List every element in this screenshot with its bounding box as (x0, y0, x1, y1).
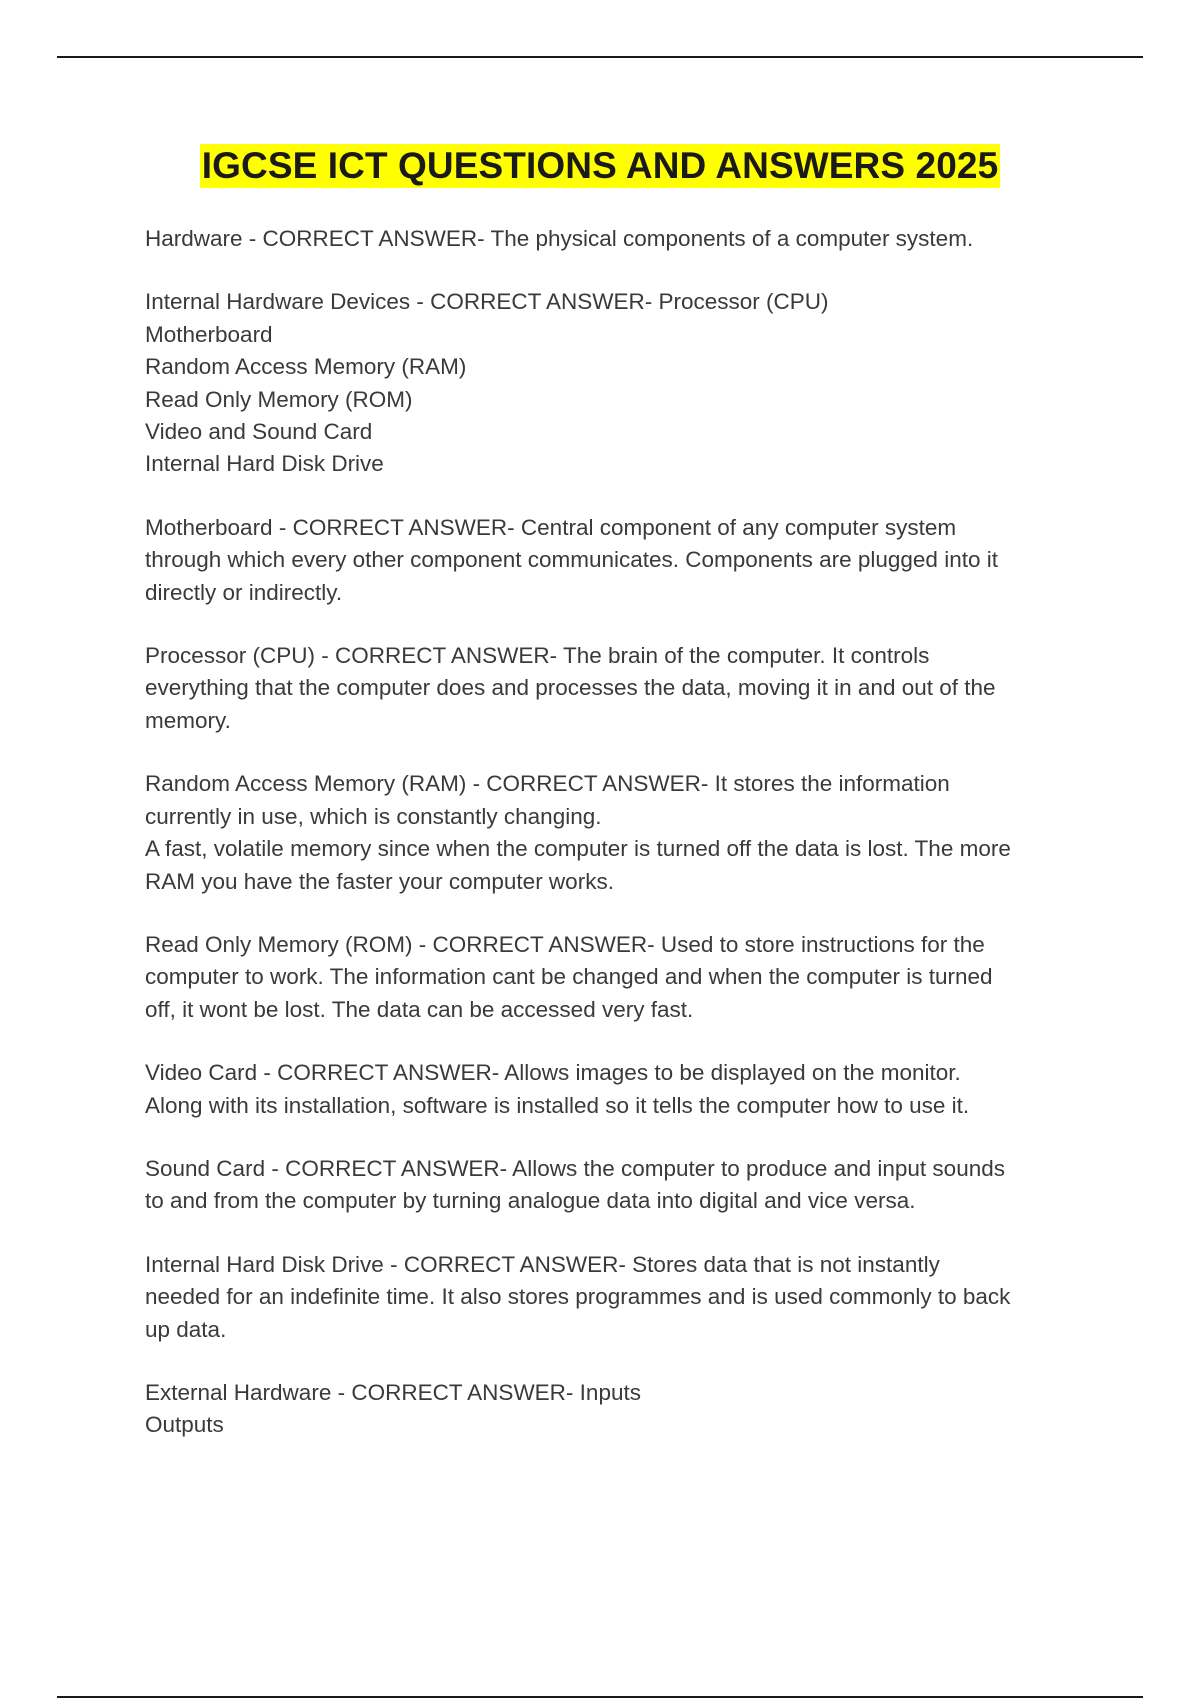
qa-entry-line: A fast, volatile memory since when the computer is turned off the data is lost. The more (145, 836, 1011, 862)
qa-entry (145, 1377, 1085, 1442)
qa-entry (145, 1249, 1085, 1346)
qa-entry (145, 286, 1085, 480)
qa-entry (145, 1057, 1085, 1122)
qa-entry-line: Video Card - CORRECT ANSWER- Allows images to be displayed on the monitor. (145, 1060, 961, 1086)
qa-entry-line: Along with its installation, software is installed so it tells the computer how to use it. (145, 1092, 970, 1118)
qa-entry-line: Internal Hardware Devices - CORRECT ANSWER- Processor (CPU) (145, 289, 829, 315)
qa-entry-line: Video and Sound Card (145, 419, 373, 445)
qa-entry-line: Processor (CPU) - CORRECT ANSWER- The brain of the computer. It controls (145, 643, 930, 669)
qa-entry-line: computer to work. The information cant be changed and when the computer is turned (145, 964, 993, 990)
qa-entry-line: everything that the computer does and processes the data, moving it in and out of the (145, 675, 996, 701)
qa-entry (145, 1153, 1085, 1218)
qa-entry-line: Read Only Memory (ROM) - CORRECT ANSWER- Used to store instructions for the (145, 931, 985, 957)
qa-entry-line: through which every other component communicates. Components are plugged into it (145, 547, 998, 573)
document-title: IGCSE ICT QUESTIONS AND ANSWERS 2025 (201, 145, 999, 186)
qa-entry-line: currently in use, which is constantly changing. (145, 803, 602, 829)
qa-entry-line: Read Only Memory (ROM) (145, 386, 413, 412)
qa-entry-line: Random Access Memory (RAM) - CORRECT ANSWER- It stores the information (145, 771, 950, 797)
qa-entry-line: directly or indirectly. (145, 579, 343, 605)
qa-entry (145, 640, 1085, 737)
qa-entry (145, 512, 1085, 609)
qa-entry (145, 768, 1085, 898)
qa-entry-line: up data. (145, 1316, 227, 1342)
qa-entry-line: Random Access Memory (RAM) (145, 354, 467, 380)
qa-entry-line: memory. (145, 707, 231, 733)
top-rule (57, 56, 1143, 58)
qa-entry-line: Motherboard (145, 321, 273, 347)
qa-entry-line: Internal Hard Disk Drive - CORRECT ANSWER- Stores data that is not instantly (145, 1251, 940, 1277)
title-container (0, 144, 1200, 188)
qa-entry-line: Outputs (145, 1412, 224, 1438)
qa-entry-line: off, it wont be lost. The data can be accessed very fast. (145, 996, 694, 1022)
qa-entry (145, 223, 1085, 255)
qa-entry-line: External Hardware - CORRECT ANSWER- Inputs (145, 1379, 641, 1405)
qa-entry-line: Hardware - CORRECT ANSWER- The physical components of a computer system. (145, 226, 974, 251)
bottom-rule (57, 1696, 1143, 1698)
qa-entry-line: RAM you have the faster your computer works. (145, 868, 614, 894)
qa-entry-line: Motherboard - CORRECT ANSWER- Central component of any computer system (145, 514, 957, 540)
qa-entry-line: Sound Card - CORRECT ANSWER- Allows the computer to produce and input sounds (145, 1155, 1005, 1181)
qa-entry-line: to and from the computer by turning analogue data into digital and vice versa. (145, 1188, 916, 1214)
qa-entry-line: needed for an indefinite time. It also stores programmes and is used commonly to back (145, 1284, 1011, 1310)
qa-entry-line: Internal Hard Disk Drive (145, 451, 384, 477)
document-body (145, 223, 1085, 1473)
qa-entry (145, 929, 1085, 1026)
